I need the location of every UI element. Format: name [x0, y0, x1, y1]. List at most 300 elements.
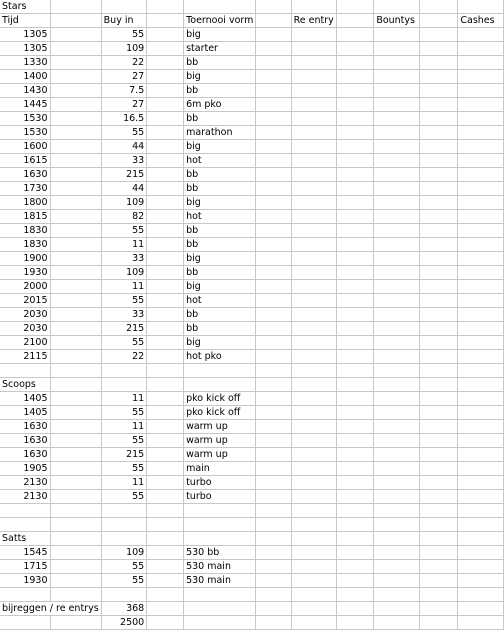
sheet-cell[interactable]	[337, 126, 374, 140]
sheet-cell[interactable]	[291, 490, 337, 504]
sheet-cell[interactable]	[374, 378, 420, 392]
sheet-cell[interactable]	[337, 392, 374, 406]
sheet-cell[interactable]	[184, 532, 256, 546]
sheet-cell[interactable]	[458, 280, 504, 294]
sheet-cell[interactable]	[291, 252, 337, 266]
sheet-cell[interactable]: 11	[101, 392, 147, 406]
sheet-cell[interactable]	[458, 210, 504, 224]
sheet-cell[interactable]: 2500	[101, 616, 147, 630]
sheet-cell[interactable]	[419, 490, 457, 504]
sheet-cell[interactable]	[291, 266, 337, 280]
sheet-cell[interactable]	[50, 238, 101, 252]
sheet-cell[interactable]	[419, 336, 457, 350]
sheet-cell[interactable]	[419, 378, 457, 392]
sheet-cell[interactable]	[184, 588, 256, 602]
sheet-cell[interactable]	[256, 0, 291, 14]
sheet-cell[interactable]	[50, 266, 101, 280]
sheet-cell[interactable]	[458, 546, 504, 560]
sheet-cell[interactable]	[50, 420, 101, 434]
sheet-cell[interactable]	[374, 238, 420, 252]
sheet-cell[interactable]: Buy in	[101, 14, 147, 28]
sheet-cell[interactable]: 2100	[0, 336, 50, 350]
sheet-cell[interactable]: Stars	[0, 0, 50, 14]
sheet-cell[interactable]	[256, 238, 291, 252]
sheet-cell[interactable]	[50, 126, 101, 140]
sheet-cell[interactable]	[337, 14, 374, 28]
sheet-cell[interactable]	[337, 420, 374, 434]
sheet-cell[interactable]	[374, 294, 420, 308]
sheet-cell[interactable]	[374, 126, 420, 140]
sheet-cell[interactable]	[337, 518, 374, 532]
sheet-cell[interactable]	[256, 392, 291, 406]
sheet-cell[interactable]: 55	[101, 224, 147, 238]
sheet-cell[interactable]	[291, 504, 337, 518]
sheet-cell[interactable]	[147, 546, 184, 560]
sheet-cell[interactable]	[291, 70, 337, 84]
sheet-cell[interactable]: 2015	[0, 294, 50, 308]
sheet-cell[interactable]	[50, 224, 101, 238]
sheet-cell[interactable]	[184, 0, 256, 14]
sheet-cell[interactable]	[337, 0, 374, 14]
sheet-cell[interactable]	[256, 280, 291, 294]
sheet-cell[interactable]	[147, 28, 184, 42]
sheet-cell[interactable]	[50, 546, 101, 560]
sheet-cell[interactable]	[419, 98, 457, 112]
sheet-cell[interactable]	[291, 126, 337, 140]
sheet-cell[interactable]	[337, 574, 374, 588]
sheet-cell[interactable]: 11	[101, 476, 147, 490]
sheet-cell[interactable]: 2030	[0, 308, 50, 322]
sheet-cell[interactable]	[419, 0, 457, 14]
sheet-cell[interactable]	[256, 560, 291, 574]
sheet-cell[interactable]	[337, 252, 374, 266]
sheet-cell[interactable]	[147, 210, 184, 224]
sheet-cell[interactable]	[291, 560, 337, 574]
sheet-cell[interactable]: 55	[101, 574, 147, 588]
sheet-cell[interactable]	[256, 56, 291, 70]
sheet-cell[interactable]	[50, 406, 101, 420]
sheet-cell[interactable]	[50, 154, 101, 168]
sheet-cell[interactable]	[101, 518, 147, 532]
sheet-cell[interactable]	[147, 378, 184, 392]
sheet-cell[interactable]	[419, 602, 457, 616]
sheet-cell[interactable]	[458, 364, 504, 378]
sheet-cell[interactable]: Cashes	[458, 14, 504, 28]
sheet-cell[interactable]	[50, 392, 101, 406]
sheet-cell[interactable]	[50, 70, 101, 84]
sheet-cell[interactable]	[458, 98, 504, 112]
sheet-cell[interactable]: bb	[184, 322, 256, 336]
sheet-cell[interactable]	[0, 588, 50, 602]
sheet-cell[interactable]	[256, 154, 291, 168]
sheet-cell[interactable]	[291, 210, 337, 224]
sheet-cell[interactable]	[337, 182, 374, 196]
sheet-cell[interactable]	[256, 364, 291, 378]
sheet-cell[interactable]	[50, 574, 101, 588]
sheet-cell[interactable]	[458, 518, 504, 532]
sheet-cell[interactable]	[184, 602, 256, 616]
sheet-cell[interactable]	[256, 322, 291, 336]
sheet-cell[interactable]	[458, 224, 504, 238]
sheet-cell[interactable]	[291, 336, 337, 350]
sheet-cell[interactable]	[374, 280, 420, 294]
sheet-cell[interactable]	[256, 266, 291, 280]
sheet-cell[interactable]: bb	[184, 308, 256, 322]
sheet-cell[interactable]: 1930	[0, 266, 50, 280]
sheet-cell[interactable]	[291, 448, 337, 462]
sheet-cell[interactable]	[256, 182, 291, 196]
sheet-cell[interactable]	[337, 616, 374, 630]
sheet-cell[interactable]: 1800	[0, 196, 50, 210]
sheet-cell[interactable]	[147, 140, 184, 154]
sheet-cell[interactable]	[291, 196, 337, 210]
sheet-cell[interactable]	[458, 182, 504, 196]
sheet-cell[interactable]	[291, 294, 337, 308]
sheet-cell[interactable]	[50, 280, 101, 294]
sheet-cell[interactable]	[374, 42, 420, 56]
sheet-cell[interactable]: 11	[101, 238, 147, 252]
sheet-cell[interactable]	[0, 364, 50, 378]
sheet-cell[interactable]	[147, 14, 184, 28]
sheet-cell[interactable]: 27	[101, 70, 147, 84]
sheet-cell[interactable]	[374, 0, 420, 14]
sheet-cell[interactable]	[256, 252, 291, 266]
sheet-cell[interactable]: 109	[101, 42, 147, 56]
sheet-cell[interactable]	[419, 14, 457, 28]
sheet-cell[interactable]: bb	[184, 112, 256, 126]
sheet-cell[interactable]	[291, 602, 337, 616]
sheet-cell[interactable]	[50, 462, 101, 476]
sheet-cell[interactable]	[337, 98, 374, 112]
sheet-cell[interactable]: main	[184, 462, 256, 476]
sheet-cell[interactable]	[147, 196, 184, 210]
sheet-cell[interactable]	[147, 476, 184, 490]
sheet-cell[interactable]: 1405	[0, 406, 50, 420]
sheet-cell[interactable]	[291, 42, 337, 56]
sheet-cell[interactable]	[419, 56, 457, 70]
sheet-cell[interactable]	[419, 588, 457, 602]
sheet-cell[interactable]	[291, 392, 337, 406]
sheet-cell[interactable]: 55	[101, 406, 147, 420]
sheet-cell[interactable]	[147, 532, 184, 546]
sheet-cell[interactable]: 1630	[0, 448, 50, 462]
sheet-cell[interactable]: bb	[184, 182, 256, 196]
sheet-cell[interactable]	[291, 56, 337, 70]
sheet-cell[interactable]: hot pko	[184, 350, 256, 364]
sheet-cell[interactable]	[337, 308, 374, 322]
sheet-cell[interactable]	[0, 616, 50, 630]
sheet-cell[interactable]	[256, 210, 291, 224]
sheet-cell[interactable]	[184, 364, 256, 378]
sheet-cell[interactable]: marathon	[184, 126, 256, 140]
sheet-cell[interactable]: 1930	[0, 574, 50, 588]
sheet-cell[interactable]	[50, 42, 101, 56]
sheet-cell[interactable]: turbo	[184, 490, 256, 504]
sheet-cell[interactable]	[374, 462, 420, 476]
sheet-cell[interactable]	[50, 112, 101, 126]
sheet-cell[interactable]: 1405	[0, 392, 50, 406]
sheet-cell[interactable]	[256, 602, 291, 616]
sheet-cell[interactable]	[337, 70, 374, 84]
sheet-cell[interactable]	[256, 98, 291, 112]
sheet-cell[interactable]	[337, 266, 374, 280]
sheet-cell[interactable]	[337, 602, 374, 616]
sheet-cell[interactable]	[458, 378, 504, 392]
sheet-cell[interactable]	[50, 98, 101, 112]
sheet-cell[interactable]	[256, 532, 291, 546]
sheet-cell[interactable]	[337, 224, 374, 238]
sheet-cell[interactable]	[256, 462, 291, 476]
sheet-cell[interactable]: big	[184, 140, 256, 154]
sheet-cell[interactable]	[291, 476, 337, 490]
sheet-cell[interactable]: big	[184, 28, 256, 42]
sheet-cell[interactable]	[458, 462, 504, 476]
sheet-cell[interactable]	[337, 350, 374, 364]
sheet-cell[interactable]	[256, 42, 291, 56]
sheet-cell[interactable]	[147, 42, 184, 56]
sheet-cell[interactable]	[374, 154, 420, 168]
sheet-cell[interactable]	[101, 0, 147, 14]
sheet-cell[interactable]: big	[184, 280, 256, 294]
sheet-cell[interactable]: 1815	[0, 210, 50, 224]
sheet-cell[interactable]	[291, 546, 337, 560]
sheet-cell[interactable]	[291, 420, 337, 434]
sheet-cell[interactable]: 2000	[0, 280, 50, 294]
sheet-cell[interactable]	[458, 294, 504, 308]
sheet-cell[interactable]	[50, 616, 101, 630]
sheet-cell[interactable]	[337, 168, 374, 182]
sheet-cell[interactable]	[337, 294, 374, 308]
sheet-cell[interactable]	[419, 210, 457, 224]
sheet-cell[interactable]	[147, 154, 184, 168]
sheet-cell[interactable]: 16.5	[101, 112, 147, 126]
sheet-cell[interactable]	[458, 336, 504, 350]
sheet-cell[interactable]	[50, 56, 101, 70]
sheet-cell[interactable]	[419, 448, 457, 462]
sheet-cell[interactable]	[291, 98, 337, 112]
sheet-cell[interactable]: bb	[184, 168, 256, 182]
sheet-cell[interactable]: warm up	[184, 448, 256, 462]
sheet-cell[interactable]	[256, 546, 291, 560]
sheet-cell[interactable]	[374, 406, 420, 420]
sheet-cell[interactable]	[256, 434, 291, 448]
sheet-cell[interactable]	[374, 28, 420, 42]
sheet-cell[interactable]	[291, 280, 337, 294]
sheet-cell[interactable]	[256, 574, 291, 588]
sheet-cell[interactable]	[374, 70, 420, 84]
sheet-cell[interactable]	[0, 504, 50, 518]
sheet-cell[interactable]	[458, 56, 504, 70]
sheet-cell[interactable]: 55	[101, 336, 147, 350]
sheet-cell[interactable]: 55	[101, 462, 147, 476]
sheet-cell[interactable]: 215	[101, 168, 147, 182]
sheet-cell[interactable]: big	[184, 252, 256, 266]
sheet-cell[interactable]: big	[184, 70, 256, 84]
sheet-cell[interactable]	[256, 588, 291, 602]
sheet-cell[interactable]	[147, 0, 184, 14]
sheet-cell[interactable]	[147, 434, 184, 448]
sheet-cell[interactable]: Tijd	[0, 14, 50, 28]
sheet-cell[interactable]	[419, 266, 457, 280]
sheet-cell[interactable]	[337, 336, 374, 350]
sheet-cell[interactable]	[147, 350, 184, 364]
sheet-cell[interactable]	[374, 616, 420, 630]
sheet-cell[interactable]	[337, 42, 374, 56]
sheet-cell[interactable]	[50, 476, 101, 490]
sheet-cell[interactable]	[374, 518, 420, 532]
sheet-cell[interactable]	[458, 574, 504, 588]
sheet-cell[interactable]	[374, 574, 420, 588]
sheet-cell[interactable]	[50, 532, 101, 546]
sheet-cell[interactable]: 55	[101, 560, 147, 574]
sheet-cell[interactable]	[256, 406, 291, 420]
sheet-cell[interactable]: Bountys	[374, 14, 420, 28]
sheet-cell[interactable]	[458, 434, 504, 448]
sheet-cell[interactable]	[458, 420, 504, 434]
sheet-cell[interactable]	[101, 378, 147, 392]
sheet-cell[interactable]	[458, 168, 504, 182]
sheet-cell[interactable]	[419, 238, 457, 252]
sheet-cell[interactable]	[256, 84, 291, 98]
sheet-cell[interactable]: warm up	[184, 420, 256, 434]
sheet-cell[interactable]	[458, 126, 504, 140]
sheet-cell[interactable]	[147, 84, 184, 98]
sheet-cell[interactable]	[147, 448, 184, 462]
sheet-cell[interactable]	[419, 224, 457, 238]
sheet-cell[interactable]	[50, 336, 101, 350]
sheet-cell[interactable]	[147, 420, 184, 434]
sheet-cell[interactable]	[458, 196, 504, 210]
sheet-cell[interactable]	[337, 280, 374, 294]
sheet-cell[interactable]: 1305	[0, 42, 50, 56]
sheet-cell[interactable]	[458, 406, 504, 420]
sheet-cell[interactable]	[256, 294, 291, 308]
sheet-cell[interactable]	[458, 616, 504, 630]
sheet-cell[interactable]	[291, 308, 337, 322]
sheet-cell[interactable]	[374, 392, 420, 406]
sheet-cell[interactable]	[50, 448, 101, 462]
sheet-cell[interactable]	[147, 406, 184, 420]
sheet-cell[interactable]	[419, 28, 457, 42]
sheet-cell[interactable]	[374, 140, 420, 154]
sheet-cell[interactable]	[50, 84, 101, 98]
sheet-cell[interactable]: 1400	[0, 70, 50, 84]
sheet-cell[interactable]: pko kick off	[184, 392, 256, 406]
sheet-cell[interactable]	[50, 588, 101, 602]
sheet-cell[interactable]: 530 bb	[184, 546, 256, 560]
sheet-cell[interactable]: bb	[184, 224, 256, 238]
sheet-cell[interactable]	[147, 56, 184, 70]
sheet-cell[interactable]	[256, 126, 291, 140]
sheet-cell[interactable]	[419, 84, 457, 98]
sheet-cell[interactable]	[337, 406, 374, 420]
sheet-cell[interactable]	[458, 140, 504, 154]
sheet-cell[interactable]: bb	[184, 84, 256, 98]
sheet-cell[interactable]	[419, 546, 457, 560]
sheet-cell[interactable]	[147, 168, 184, 182]
sheet-cell[interactable]	[419, 350, 457, 364]
sheet-cell[interactable]	[337, 84, 374, 98]
sheet-cell[interactable]	[291, 322, 337, 336]
sheet-cell[interactable]	[419, 322, 457, 336]
sheet-cell[interactable]	[374, 84, 420, 98]
sheet-cell[interactable]: 1630	[0, 420, 50, 434]
sheet-cell[interactable]	[50, 28, 101, 42]
sheet-cell[interactable]	[147, 616, 184, 630]
sheet-cell[interactable]: 1430	[0, 84, 50, 98]
sheet-cell[interactable]	[256, 490, 291, 504]
sheet-cell[interactable]	[147, 588, 184, 602]
sheet-cell[interactable]	[458, 588, 504, 602]
sheet-cell[interactable]	[374, 322, 420, 336]
sheet-cell[interactable]: hot	[184, 294, 256, 308]
sheet-cell[interactable]	[147, 308, 184, 322]
sheet-cell[interactable]	[256, 70, 291, 84]
sheet-cell[interactable]	[419, 196, 457, 210]
sheet-cell[interactable]	[337, 462, 374, 476]
sheet-cell[interactable]	[291, 434, 337, 448]
sheet-cell[interactable]: turbo	[184, 476, 256, 490]
sheet-cell[interactable]	[419, 392, 457, 406]
sheet-cell[interactable]	[147, 574, 184, 588]
sheet-cell[interactable]	[458, 476, 504, 490]
sheet-cell[interactable]	[419, 294, 457, 308]
sheet-cell[interactable]	[419, 112, 457, 126]
sheet-cell[interactable]	[458, 490, 504, 504]
sheet-cell[interactable]	[419, 182, 457, 196]
sheet-cell[interactable]: 11	[101, 280, 147, 294]
sheet-cell[interactable]: 2030	[0, 322, 50, 336]
sheet-cell[interactable]: 1630	[0, 168, 50, 182]
sheet-cell[interactable]	[419, 532, 457, 546]
sheet-cell[interactable]	[337, 476, 374, 490]
sheet-cell[interactable]: 1905	[0, 462, 50, 476]
sheet-cell[interactable]	[337, 588, 374, 602]
sheet-cell[interactable]	[374, 252, 420, 266]
sheet-cell[interactable]: 1445	[0, 98, 50, 112]
sheet-cell[interactable]: 22	[101, 56, 147, 70]
sheet-cell[interactable]: hot	[184, 210, 256, 224]
sheet-cell[interactable]	[419, 476, 457, 490]
sheet-cell[interactable]	[419, 168, 457, 182]
sheet-cell[interactable]: 7.5	[101, 84, 147, 98]
sheet-cell[interactable]	[337, 238, 374, 252]
sheet-cell[interactable]: 1730	[0, 182, 50, 196]
sheet-cell[interactable]	[256, 420, 291, 434]
sheet-cell[interactable]: 2115	[0, 350, 50, 364]
sheet-cell[interactable]	[374, 476, 420, 490]
sheet-cell[interactable]: 33	[101, 308, 147, 322]
sheet-cell[interactable]	[419, 420, 457, 434]
sheet-cell[interactable]	[147, 252, 184, 266]
sheet-cell[interactable]	[374, 504, 420, 518]
sheet-cell[interactable]	[337, 504, 374, 518]
sheet-cell[interactable]: 1545	[0, 546, 50, 560]
sheet-cell[interactable]	[147, 224, 184, 238]
sheet-cell[interactable]	[291, 532, 337, 546]
sheet-cell[interactable]: 44	[101, 182, 147, 196]
sheet-cell[interactable]	[458, 560, 504, 574]
sheet-cell[interactable]	[458, 70, 504, 84]
sheet-cell[interactable]	[256, 336, 291, 350]
sheet-cell[interactable]: bb	[184, 266, 256, 280]
sheet-cell[interactable]	[419, 518, 457, 532]
sheet-cell[interactable]	[256, 504, 291, 518]
sheet-cell[interactable]: 530 main	[184, 574, 256, 588]
sheet-cell[interactable]	[337, 378, 374, 392]
sheet-cell[interactable]	[337, 448, 374, 462]
sheet-cell[interactable]	[147, 364, 184, 378]
